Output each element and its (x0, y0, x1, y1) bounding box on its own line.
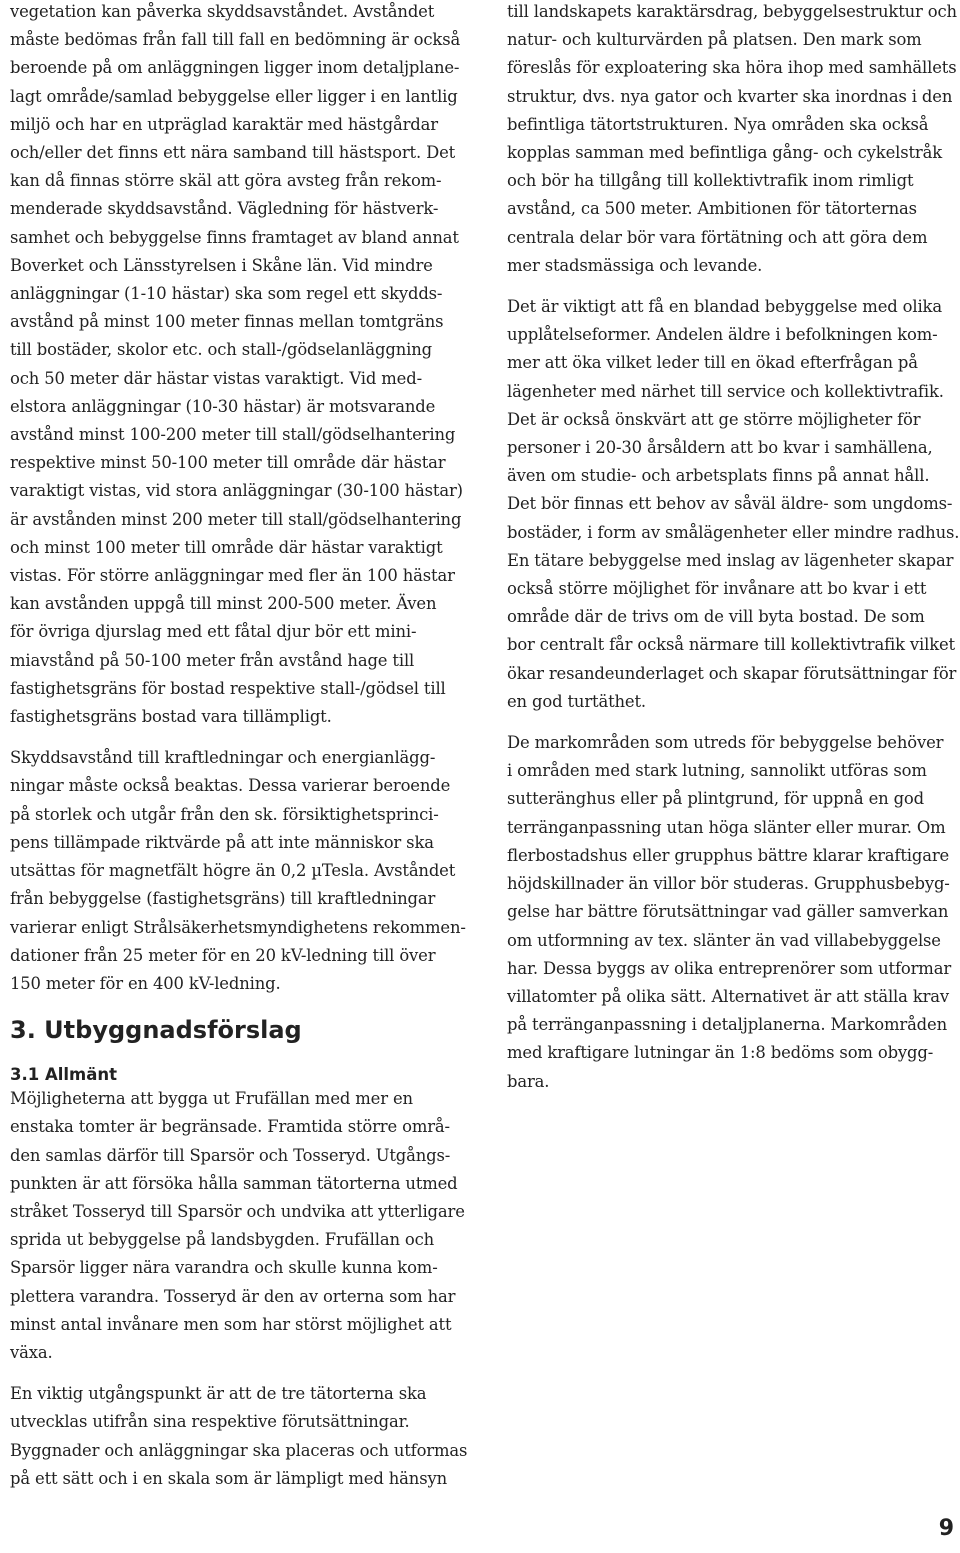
paragraph-terrain (507, 729, 957, 1096)
paragraph-general (10, 1085, 468, 1367)
right-column (507, 0, 960, 1096)
text-line: till bostäder, skolor etc. och stall-/gödselanläggning (10, 340, 432, 360)
text-line: och 50 meter där hästar vistas varaktigt. Vid med- (10, 368, 422, 388)
text-line: lagt område/samlad bebyggelse eller ligger i en lantlig (10, 86, 458, 106)
paragraph-power-lines (10, 744, 468, 998)
text-line: miljö och har en utpräglad karaktär med hästgårdar (10, 114, 438, 134)
text-line: i områden med stark lutning, sannolikt utföras som (507, 761, 927, 781)
text-line: på terränganpassning i detaljplanerna. Markområden (507, 1015, 947, 1035)
text-line: personer i 20-30 årsåldern att bo kvar i samhällena, (507, 438, 933, 458)
text-line: också större möjlighet för invånare att bo kvar i ett (507, 579, 927, 599)
text-line: En viktig utgångspunkt är att de tre tätorterna ska (10, 1384, 427, 1404)
text-line: minst antal invånare men som har störst möjlighet att (10, 1314, 452, 1334)
text-line: område där de trivs om de vill byta bostad. De som (507, 607, 925, 627)
paragraph-mixed-housing (507, 293, 960, 716)
text-line: respektive minst 50-100 meter till område där hästar (10, 453, 446, 473)
text-line: ökar resandeunderlaget och skapar förutsättningar för (507, 663, 957, 683)
text-line: anläggningar (1-10 hästar) ska som regel ett skydds- (10, 284, 443, 304)
left-column (10, 0, 468, 1493)
paragraph-landscape (507, 0, 957, 280)
text-line: med kraftigare lutningar än 1:8 bedöms som obygg- (507, 1043, 934, 1063)
text-line: bostäder, i form av smålägenheter eller mindre radhus. (507, 522, 960, 542)
text-line: fastighetsgräns bostad vara tillämpligt. (10, 707, 332, 727)
text-line: även om studie- och arbetsplats finns på annat håll. (507, 466, 930, 486)
text-line: och minst 100 meter till område där hästar varaktigt (10, 537, 443, 557)
text-line: upplåtelseformer. Andelen äldre i befolkningen kom- (507, 325, 938, 345)
text-line: höjdskillnader än villor bör studeras. Grupphusbebyg- (507, 874, 950, 894)
text-line: dationer från 25 meter för en 20 kV-ledning till över (10, 945, 436, 965)
text-line: elstora anläggningar (10-30 hästar) är motsvarande (10, 396, 436, 416)
text-line: och/eller det finns ett nära samband till hästsport. Det (10, 143, 456, 163)
text-line: gelse har bättre förutsättningar vad gäller samverkan (507, 902, 949, 922)
section-heading: 3. Utbyggnadsförslag (10, 1016, 302, 1045)
text-line: enstaka tomter är begränsade. Framtida större områ- (10, 1117, 450, 1137)
text-line: på storlek och utgår från den sk. försiktighetsprinci- (10, 804, 439, 824)
text-line: avstånd på minst 100 meter finnas mellan tomtgräns (10, 312, 444, 332)
text-line: är avstånden minst 200 meter till stall/gödselhantering (10, 509, 462, 529)
text-line: kopplas samman med befintliga gång- och cykelstråk (507, 143, 942, 163)
text-line: kan då finnas större skäl att göra avsteg från rekom- (10, 171, 442, 191)
text-line: den samlas därför till Sparsör och Tosseryd. Utgångs- (10, 1145, 451, 1165)
text-line: kan avstånden uppgå till minst 200-500 meter. Även (10, 594, 437, 614)
text-line: villatomter på olika sätt. Alternativet är att ställa krav (507, 986, 950, 1006)
text-line: flerbostadshus eller grupphus bättre klarar kraftigare (507, 845, 950, 865)
text-line: fastighetsgräns för bostad respektive stall-/gödsel till (10, 678, 446, 698)
text-line: bor centralt får också närmare till kollektivtrafik vilket (507, 635, 955, 655)
text-line: avstånd minst 100-200 meter till stall/gödselhantering (10, 425, 456, 445)
text-line: till landskapets karaktärsdrag, bebyggelsestruktur och (507, 2, 957, 21)
text-line: punkten är att försöka hålla samman tätorterna utmed (10, 1173, 458, 1193)
text-line: Skyddsavstånd till kraftledningar och energianlägg- (10, 748, 436, 768)
text-line: om utformning av tex. slänter än vad villabebyggelse (507, 930, 941, 950)
text-line: sprida ut bebyggelse på landsbygden. Frufällan och (10, 1230, 435, 1250)
text-line: Byggnader och anläggningar ska placeras och utformas (10, 1440, 468, 1460)
text-line: för övriga djurslag med ett fåtal djur bör ett mini- (10, 622, 417, 642)
text-line: bara. (507, 1071, 550, 1091)
text-line: Boverket och Länsstyrelsen i Skåne län. Vid mindre (10, 255, 433, 275)
text-line: centrala delar bör vara förtätning och att göra dem (507, 227, 928, 247)
text-line: föreslås för exploatering ska höra ihop med samhällets (507, 58, 957, 78)
text-line: vegetation kan påverka skyddsavståndet. Avståndet (10, 2, 435, 21)
text-line: menderade skyddsavstånd. Vägledning för hästverk- (10, 199, 439, 219)
text-line: samhet och bebyggelse finns framtaget av bland annat (10, 227, 459, 247)
text-line: måste bedömas från fall till fall en bedömning är också (10, 30, 461, 50)
text-line: vistas. För större anläggningar med fler än 100 hästar (10, 566, 455, 586)
text-line: En tätare bebyggelse med inslag av lägenheter skapar (507, 550, 954, 570)
text-line: De markområden som utreds för bebyggelse behöver (507, 733, 944, 753)
text-line: Sparsör ligger nära varandra och skulle kunna kom- (10, 1258, 438, 1278)
text-line: struktur, dvs. nya gator och kvarter ska inordnas i den (507, 86, 953, 106)
text-line: terränganpassning utan höga slänter eller murar. Om (507, 817, 946, 837)
text-line: lägenheter med närhet till service och kollektivtrafik. (507, 381, 944, 401)
text-line: avstånd, ca 500 meter. Ambitionen för tätorternas (507, 199, 917, 219)
paragraph-horse-distances (10, 0, 468, 731)
text-line: utsättas för magnetfält högre än 0,2 µTesla. Avståndet (10, 861, 456, 881)
text-line: varaktigt vistas, vid stora anläggningar (30-100 hästar) (10, 481, 463, 501)
text-line: Möjligheterna att bygga ut Frufällan med mer en (10, 1089, 413, 1109)
text-line: varierar enligt Strålsäkerhetsmyndighetens rekommen- (10, 917, 466, 937)
text-line: mer att öka vilket leder till en ökad efterfrågan på (507, 353, 918, 373)
text-line: och bör ha tillgång till kollektivtrafik inom rimligt (507, 171, 914, 191)
text-line: beroende på om anläggningen ligger inom detaljplane- (10, 58, 460, 78)
text-line: växa. (10, 1342, 53, 1362)
text-line: miavstånd på 50-100 meter från avstånd hage till (10, 650, 415, 670)
text-line: på ett sätt och i en skala som är lämpligt med hänsyn (10, 1468, 447, 1488)
text-line: en god turtäthet. (507, 691, 646, 711)
text-line: Det är viktigt att få en blandad bebyggelse med olika (507, 297, 942, 317)
text-line: har. Dessa byggs av olika entreprenörer som utformar (507, 958, 951, 978)
text-line: utvecklas utifrån sina respektive förutsättningar. (10, 1412, 410, 1432)
text-line: Det bör finnas ett behov av såväl äldre- som ungdoms- (507, 494, 953, 514)
paragraph-starting-point (10, 1380, 468, 1493)
text-line: mer stadsmässiga och levande. (507, 255, 763, 275)
text-line: pens tillämpade riktvärde på att inte människor ska (10, 832, 434, 852)
subsection-heading: 3.1 Allmänt (10, 1065, 118, 1085)
text-line: ningar måste också beaktas. Dessa varierar beroende (10, 776, 451, 796)
text-line: stråket Tosseryd till Sparsör och undvika att ytterligare (10, 1201, 465, 1221)
text-line: från bebyggelse (fastighetsgräns) till kraftledningar (10, 889, 436, 909)
text-line: Det är också önskvärt att ge större möjligheter för (507, 409, 921, 429)
text-line: natur- och kulturvärden på platsen. Den mark som (507, 30, 922, 50)
text-line: befintliga tätortstrukturen. Nya områden ska också (507, 114, 929, 134)
text-line: plettera varandra. Tosseryd är den av orterna som har (10, 1286, 456, 1306)
text-line: sutteränghus eller på plintgrund, för uppnå en god (507, 789, 924, 809)
page-number: 9 (938, 1516, 954, 1541)
text-line: 150 meter för en 400 kV-ledning. (10, 973, 281, 993)
